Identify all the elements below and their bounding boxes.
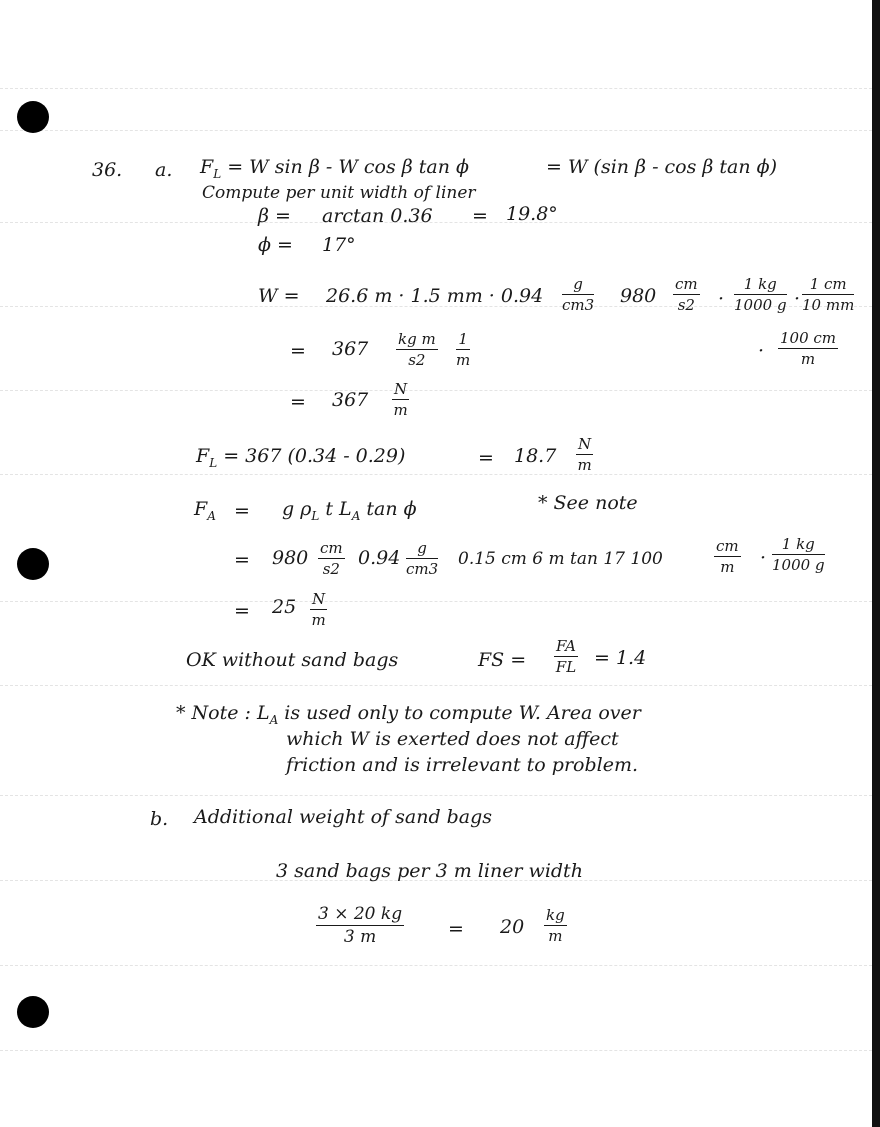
fa-formula-part: g ρ — [282, 498, 312, 520]
fl-equation — [200, 158, 469, 180]
fl-expression: = 367 (0.34 - 0.29) — [223, 445, 406, 467]
fl-subscript: L — [209, 455, 218, 470]
w-unit-1b-num: 1 — [456, 332, 470, 350]
fa-eq: = — [234, 600, 250, 622]
note-line-1-rest: is used only to compute W. Area over — [278, 702, 641, 724]
w-dot: · — [718, 288, 725, 310]
fa-formula — [282, 500, 417, 522]
fa-value: 25 — [272, 596, 297, 618]
fs-label: FS = — [478, 649, 527, 671]
note-line-1-start: * Note : L — [176, 702, 270, 724]
w-unit-1b — [456, 332, 470, 368]
fa-subscript: A — [207, 508, 216, 523]
fa-unit — [310, 592, 327, 628]
w-kg-conversion-num: 1 kg — [734, 277, 787, 295]
ruled-line — [0, 222, 872, 223]
w-m-conversion-num: 100 cm — [780, 329, 837, 347]
note-line-3: friction and is irrelevant to problem. — [286, 754, 639, 776]
w-unit-1-den: s2 — [408, 351, 426, 369]
fa-unit-num: N — [312, 590, 326, 608]
ruled-line — [0, 130, 872, 131]
ruled-line — [0, 795, 872, 796]
fa-unit-den: m — [311, 611, 326, 629]
ruled-line — [0, 601, 872, 602]
w-label: W = — [258, 285, 300, 307]
w-gravity-unit — [673, 277, 700, 313]
fl-unit-num: N — [578, 435, 592, 453]
part-b-eq: = — [448, 918, 464, 940]
fa-cm-conversion — [714, 539, 741, 575]
fa-cm-conversion-den: m — [720, 558, 735, 576]
note-subscript: A — [269, 712, 279, 727]
w-value-1: 367 — [332, 338, 369, 360]
w-gravity-unit-num: cm — [675, 275, 698, 293]
w-density-unit-num: g — [562, 277, 594, 295]
fs-value: = 1.4 — [594, 647, 647, 669]
fa-symbol: F — [194, 498, 208, 520]
fa-density-unit-num: g — [406, 541, 438, 559]
w-m-conversion — [778, 331, 838, 367]
problem-number: 36. — [92, 159, 123, 181]
fa-kg-conversion-num: 1 kg — [772, 537, 825, 555]
fs-ratio — [554, 639, 578, 675]
ruled-line — [0, 965, 872, 966]
per-unit-note: Compute per unit width of liner — [202, 183, 476, 203]
fl-line — [196, 447, 405, 469]
fl-eq: = — [478, 447, 494, 469]
fl-expansion: = W sin β - W cos β tan ϕ — [227, 156, 469, 178]
fs-ratio-num: FA — [556, 637, 576, 655]
sand-bag-rate: 3 sand bags per 3 m liner width — [276, 860, 583, 882]
sand-bag-fraction-num: 3 × 20 kg — [318, 904, 403, 924]
beta-rhs: arctan 0.36 — [322, 205, 433, 227]
w-m-conversion-den: m — [800, 350, 816, 368]
w-mm-conversion-den: 10 mm — [802, 296, 855, 314]
fa-factors: 0.15 cm 6 m tan 17 100 — [458, 549, 663, 569]
fa-density: 0.94 — [358, 547, 401, 569]
w-dot: · — [758, 340, 765, 362]
part-b-unit-den: m — [548, 927, 563, 945]
w-value-2: 367 — [332, 389, 369, 411]
fl-subscript: L — [213, 166, 222, 181]
binder-hole — [17, 996, 49, 1028]
w-eq: = — [290, 391, 306, 413]
part-b-heading: Additional weight of sand bags — [194, 806, 493, 828]
ruled-line — [0, 685, 872, 686]
phi-rhs: 17° — [322, 234, 356, 256]
fa-eq: = — [234, 500, 250, 522]
w-unit-2-num: N — [394, 380, 408, 398]
part-b-value: 20 — [500, 916, 525, 938]
fl-unit-den: m — [577, 456, 592, 474]
w-unit-1-num: kg m — [398, 330, 436, 348]
phi-lhs: ϕ = — [258, 234, 293, 256]
part-b-label: b. — [150, 808, 169, 830]
w-density-unit — [562, 277, 594, 313]
fa-formula-part: tan ϕ — [360, 498, 417, 520]
fl-factored: = W (sin β - cos β tan ϕ) — [546, 156, 778, 178]
fl-symbol: F — [200, 156, 214, 178]
binder-hole — [17, 101, 49, 133]
w-unit-1 — [396, 332, 438, 368]
fa-gravity-value: 980 — [272, 547, 309, 569]
fa-gravity-unit-num: cm — [320, 539, 343, 557]
binder-hole — [17, 548, 49, 580]
fa-kg-conversion-den: 1000 g — [772, 556, 825, 574]
note-line-1 — [176, 704, 641, 726]
fs-ratio-den: FL — [555, 658, 577, 676]
w-eq: = — [290, 340, 306, 362]
w-mm-conversion — [802, 277, 854, 313]
w-gravity-unit-den: s2 — [677, 296, 695, 314]
beta-value: 19.8° — [506, 203, 558, 225]
fa-eq: = — [234, 549, 250, 571]
part-a-label: a. — [155, 159, 173, 181]
w-unit-1b-den: m — [456, 351, 471, 369]
see-note: * See note — [538, 492, 638, 514]
w-unit-2-den: m — [393, 401, 408, 419]
w-unit-2 — [392, 382, 409, 418]
page-edge — [872, 0, 880, 1127]
w-gravity-value: 980 — [620, 285, 657, 307]
fa-formula-sub: A — [351, 508, 361, 523]
fa-label — [194, 500, 216, 522]
fa-gravity-unit-den: s2 — [322, 560, 340, 578]
ok-statement: OK without sand bags — [186, 649, 399, 671]
fa-cm-conversion-num: cm — [716, 537, 739, 555]
fa-formula-part: t L — [319, 498, 352, 520]
w-mm-conversion-num: 1 cm — [802, 277, 854, 295]
fa-gravity-unit — [318, 541, 345, 577]
sand-bag-fraction — [316, 906, 404, 946]
part-b-unit — [544, 908, 567, 944]
sand-bag-fraction-den: 3 m — [343, 927, 377, 947]
fl-symbol: F — [196, 445, 210, 467]
fl-unit — [576, 437, 593, 473]
w-density-unit-den: cm3 — [562, 296, 595, 314]
ruled-line — [0, 1050, 872, 1051]
fa-formula-sub: L — [311, 508, 320, 523]
ruled-line — [0, 88, 872, 89]
note-line-2: which W is exerted does not affect — [286, 728, 619, 750]
w-kg-conversion-den: 1000 g — [734, 296, 787, 314]
fa-density-unit — [406, 541, 438, 577]
fa-kg-conversion — [772, 537, 825, 573]
w-kg-conversion — [734, 277, 787, 313]
part-b-unit-num: kg — [546, 906, 565, 924]
fa-density-unit-den: cm3 — [406, 560, 439, 578]
fl-value: 18.7 — [514, 445, 557, 467]
w-factors: 26.6 m · 1.5 mm · 0.94 — [326, 285, 544, 307]
beta-lhs: β = — [258, 205, 291, 227]
ruled-line — [0, 474, 872, 475]
beta-eq: = — [472, 205, 488, 227]
w-dot: · — [794, 288, 801, 310]
fa-dot: · — [760, 547, 767, 569]
ruled-line — [0, 390, 872, 391]
